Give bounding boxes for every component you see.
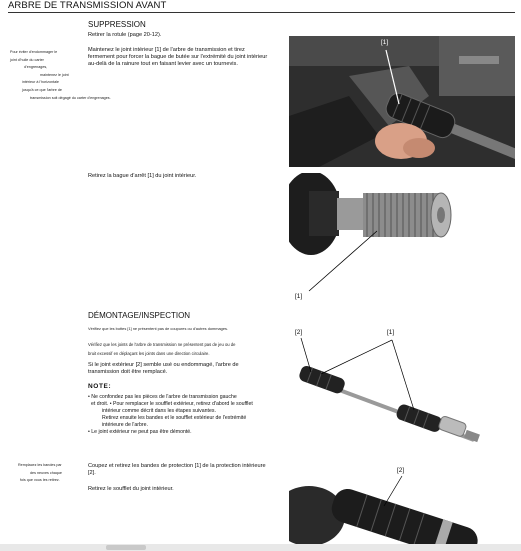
text-line: Coupez et retirez les bandes de protection [1] de la protection intérieure [88,463,266,469]
section-heading-suppression: SUPPRESSION [88,20,146,29]
text-line: Vérifiez que les joints de l'arbre de transmission ne présentent pas de jeu ou de [88,342,236,347]
side-note-line: joint d'huile du carter [10,57,44,62]
step-remove-boot: Retirez le soufflet du joint intérieur. [88,486,174,492]
photo-driveshaft-removal [289,36,515,167]
inspect-joints-text [88,340,288,358]
photo-driveshaft-removal-art [289,36,515,167]
step-remove-stop-ring: Retirez la bague d'arrêt [1] du joint intérieur. [88,173,197,179]
side-note-line: jusqu'à ce que l'arbre de [22,87,62,92]
text-line: Maintenez le joint intérieur [1] de l'arbre de transmission et tirez [88,47,245,53]
note-line: Retirez ensuite les bandes et le soufflet extérieur de l'extrémité [102,415,247,422]
side-note-line: d'engrenages, [24,65,48,70]
photo-inner-boot-art [289,466,515,544]
callout-label: [1] [381,39,389,46]
header-rule [8,12,515,13]
text-line: fermement pour forcer la bague de butée sur l'extrémité du joint intérieur [88,54,268,61]
note-line: et droit. • Pour remplacer le soufflet extérieur, retirez d'abord le soufflet [91,401,253,408]
callout-label: [2] [397,467,405,474]
text-line: Si le joint extérieur [2] semble usé ou endommagé, l'arbre de [88,362,239,368]
scrollbar-thumb[interactable] [106,545,146,550]
step-hold-inner-joint [88,47,288,69]
photo-splined-shaft [289,173,515,308]
note-list [88,394,293,437]
side-note-line: fois que vous les retirez. [20,478,60,483]
side-note-line: Pour éviter d'endommager le [10,50,58,54]
photo-splined-shaft-art [289,173,515,308]
step-remove-balljoint: Retirer la rotule (page 20-12). [88,32,162,38]
photo-full-driveshaft [289,328,515,460]
note-heading: NOTE: [88,383,112,390]
page-title: ARBRE DE TRANSMISSION AVANT [8,0,167,11]
text-line: bruit excessif en déplaçant les joints dans une direction circulaire. [88,351,210,356]
note-line: Le joint extérieur ne peut pas être démonté. [91,429,192,436]
note-line: intérieur comme décrit dans les étapes suivantes. [102,408,216,415]
horizontal-scrollbar[interactable] [0,544,521,551]
text-line: transmission doit être remplacé. [88,369,168,376]
side-note-oil-seal [10,49,111,102]
side-note-bands [10,462,80,485]
callout-label: [2] [295,329,303,336]
callout-label: [1] [387,329,395,336]
note-bullet: • Ne confondez pas les pièces de l'arbre de transmission gauche [88,394,237,400]
text-line: [2]. [88,470,96,477]
text-line: au-delà de la rainure tout en faisant levier avec un tournevis. [88,61,238,68]
note-line: Ne confondez pas les pièces de l'arbre de transmission gauche [91,394,237,400]
step-cut-bands [88,463,298,477]
side-note-line: transmission soit dégagé du carter d'engrenages. [30,95,111,100]
side-note-line: des neuves chaque [30,470,62,475]
outer-joint-replace-text [88,362,288,376]
side-note-line: Remplacez les bandes par [18,463,62,467]
photo-inner-boot [289,466,515,544]
section-heading-inspection: DÉMONTAGE/INSPECTION [88,311,191,320]
inspect-boots-text: Vérifiez que les bottes [1] ne présentent pas de coupures ou d'autres dommages. [88,326,229,331]
side-note-line: intérieur à l'horizontale [22,80,59,85]
side-note-line: maintenez le joint [40,72,69,77]
callout-label: [1] [295,293,303,300]
note-line: intérieure de l'arbre. [102,422,148,429]
note-bullet: • Le joint extérieur ne peut pas être démonté. [88,429,192,436]
photo-full-driveshaft-art [289,328,515,460]
